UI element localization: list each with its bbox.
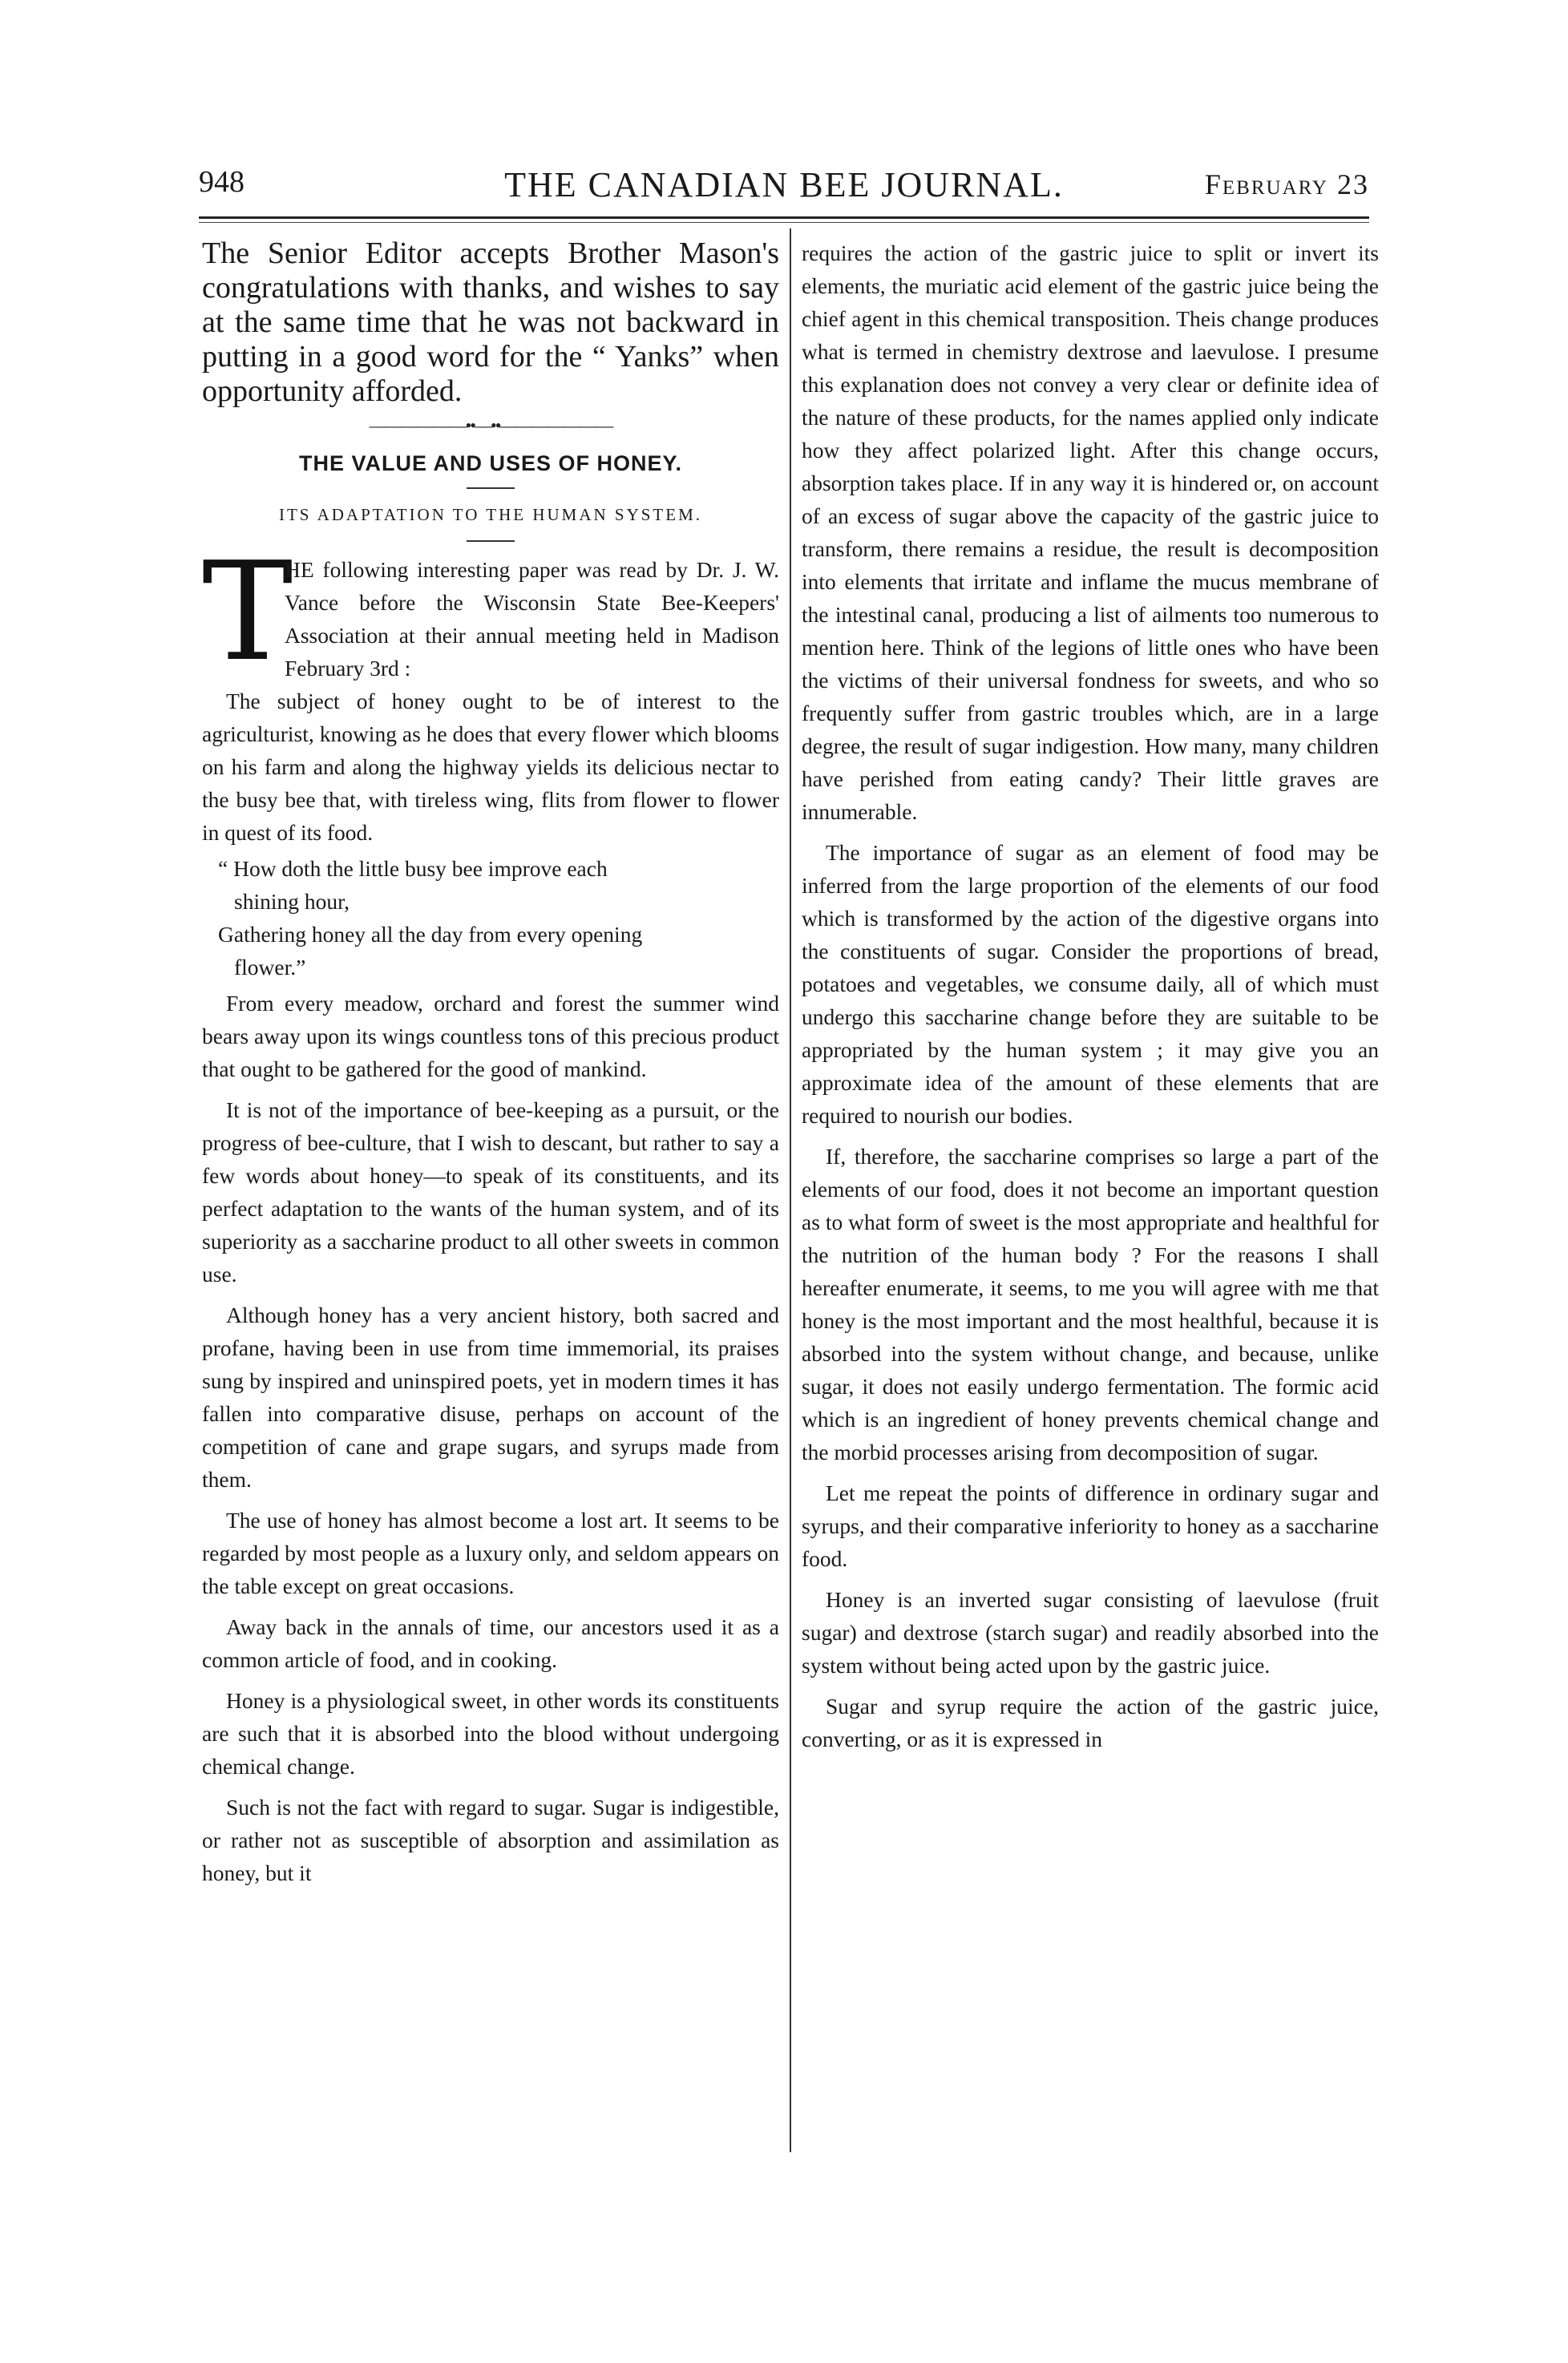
paragraph: Honey is a physiological sweet, in other words its constituents are such that it is absorbed into the blood without undergoing chemical change.: [202, 1688, 779, 1779]
verse-line: flower.”: [234, 955, 306, 980]
ornament-divider: ——————••—••———————: [369, 415, 612, 435]
paragraph: Let me repeat the points of difference in ordinary sugar and syrups, and their comparative inferiority to honey as a saccharine food.: [802, 1480, 1379, 1571]
editor-note: The Senior Editor accepts Brother Mason's congratulations with thanks, and wishes to say at the same time that he was not backward in putting in a good word for the “ Yanks” when opportunity afforded.: [202, 236, 779, 408]
verse-line: Gathering honey all the day from every opening: [218, 922, 643, 947]
verse-line: shining hour,: [234, 889, 350, 914]
journal-title: THE CANADIAN BEE JOURNAL.: [504, 165, 1064, 204]
paragraph: Sugar and syrup require the action of the gastric juice, converting, or as it is expressed in: [802, 1694, 1379, 1751]
drop-cap: T: [202, 533, 293, 692]
header-rule: [199, 216, 1369, 219]
paragraph: The importance of sugar as an element of food may be inferred from the large proportion of the elements of our food which is transformed by the action of the digestive organs into the constituents of sugar. Consider the proportions of bread, potatoes and vegetables, we consume daily, all of which must undergo this saccharine change before they are suitable to be appropriated by the human system ; it may give you an approximate idea of the amount of these elements that are required to nourish our bodies.: [802, 840, 1379, 1128]
right-column: [802, 236, 1379, 1755]
header-rule-thin: [199, 222, 1369, 223]
short-rule: [467, 487, 515, 489]
intro-paragraph: HE following interesting paper was read by Dr. J. W. Vance before the Wisconsin State Bee-Keepers' Association at their annual meeting held in Madison February 3rd :: [285, 557, 779, 681]
column-divider: [790, 228, 791, 2152]
paragraph: Such is not the fact with regard to sugar. Sugar is indigestible, or rather not as susceptible of absorption and assimilation as honey, but it: [202, 1795, 779, 1885]
issue-date: February 23: [1204, 168, 1369, 200]
paragraph: If, therefore, the saccharine comprises so large a part of the elements of our food, does it not become an important question as to what form of sweet is the most appropriate and healthful for the nutrition of the human body ? For the reasons I shall hereafter enumerate, it seems, to me you will agree with me that honey is the most important and the most healthful, because it is absorbed into the system without change, and because, unlike sugar, it does not easily undergo fermentation. The formic acid which is an ingredient of honey prevents chemical change and the morbid processes arising from decomposition of sugar.: [802, 1144, 1379, 1464]
page-header: [199, 164, 1369, 212]
paragraph: It is not of the importance of bee-keeping as a pursuit, or the progress of bee-culture, that I wish to descant, but rather to say a few words about honey—to speak of its constituents, and its perfect adaptation to the wants of the human system, and of its superiority as a saccharine product to all other sweets in common use.: [202, 1097, 779, 1287]
page-number: 948: [199, 165, 244, 199]
left-column: [202, 236, 779, 1889]
paragraph: requires the action of the gastric juice to split or invert its elements, the muriatic acid element of the gastric juice being the chief agent in this chemical transposition. Theis change produces what is termed in chemistry dextrose and laevulose. I presume this explanation does not convey a very clear or definite idea of the nature of these products, for the names applied only indicate how they affect polarized light. After this change occurs, absorption takes place. If in any way it is hindered or, on account of an excess of sugar above the capacity of the gastric juice to transform, there remains a residue, the result is decomposition into elements that irritate and inflame the mucus membrane of the intestinal canal, producing a list of ailments too numerous to mention here. Think of the legions of little ones who have been the victims of their universal fondness for sweets, and who so frequently suffer from gastric troubles which, are in a large degree, the result of sugar indigestion. How many, many children have perished from eating candy? Their little graves are innumerable.: [802, 240, 1379, 824]
article-subheading: ITS ADAPTATION TO THE HUMAN SYSTEM.: [278, 505, 702, 524]
paragraph: The subject of honey ought to be of interest to the agriculturist, knowing as he does that every flower which blooms on his farm and along the highway yields its delicious nectar to the busy bee that, with tireless wing, flits from flower to flower in quest of its food.: [202, 689, 779, 845]
paragraph: From every meadow, orchard and forest the summer wind bears away upon its wings countless tons of this precious product that ought to be gathered for the good of mankind.: [202, 991, 779, 1081]
short-rule-2: [467, 540, 515, 542]
verse-quote: [202, 852, 779, 984]
paragraph: Away back in the annals of time, our ancestors used it as a common article of food, and in cooking.: [202, 1614, 779, 1672]
article-intro: [202, 533, 779, 692]
paragraph: The use of honey has almost become a lost art. It seems to be regarded by most people as a luxury only, and seldom appears on the table except on great occasions.: [202, 1508, 779, 1598]
paragraph: Although honey has a very ancient history, both sacred and profane, having been in use from time immemorial, its praises sung by inspired and uninspired poets, yet in modern times it has fallen into comparative disuse, perhaps on account of the competition of cane and grape sugars, and syrups made from them.: [202, 1303, 779, 1492]
article-headline: THE VALUE AND USES OF HONEY.: [298, 451, 683, 475]
paragraph: Honey is an inverted sugar consisting of laevulose (fruit sugar) and dextrose (starch sugar) and readily absorbed into the system without being acted upon by the gastric juice.: [802, 1587, 1379, 1678]
verse-line: “ How doth the little busy bee improve each: [218, 856, 608, 881]
